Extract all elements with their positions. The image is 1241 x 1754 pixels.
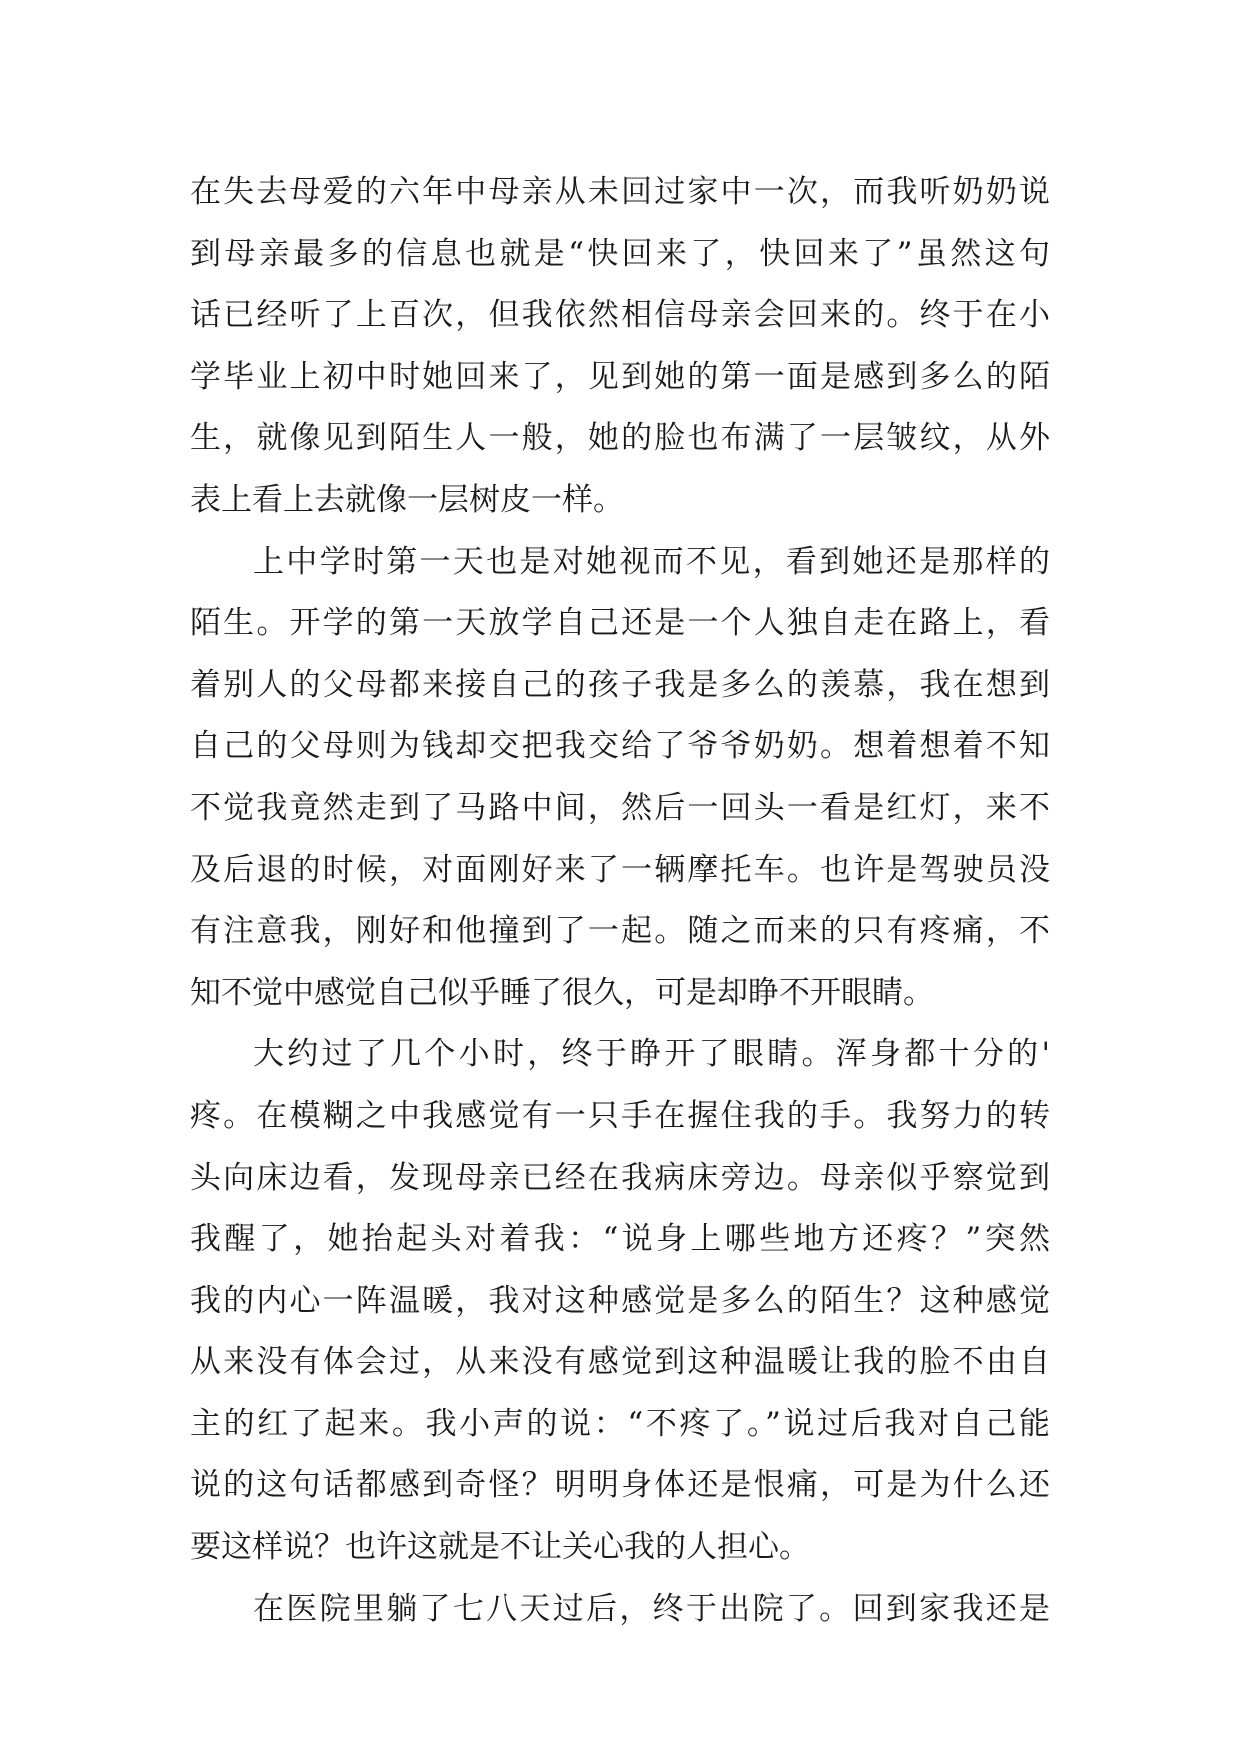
text-line: 学毕业上初中时她回来了，见到她的第一面是感到多么的陌 (190, 358, 1050, 395)
text-line: 从来没有体会过，从来没有感觉到这种温暖让我的脸不由自 (190, 1344, 1050, 1381)
text-line: 不觉我竟然走到了马路中间，然后一回头一看是红灯，来不 (190, 789, 1050, 826)
paragraph-first-line: 大约过了几个小时，终于睁开了眼睛。浑身都十分的' (253, 1036, 1050, 1073)
text-line: 疼。在模糊之中我感觉有一只手在握住我的手。我努力的转 (190, 1097, 1050, 1134)
text-line: 我的内心一阵温暖，我对这种感觉是多么的陌生？这种感觉 (190, 1282, 1050, 1319)
text-line: 陌生。开学的第一天放学自己还是一个人独自走在路上，看 (190, 605, 1050, 642)
text-line: 及后退的时候，对面刚好来了一辆摩托车。也许是驾驶员没 (190, 851, 1050, 888)
text-line: 在失去母爱的六年中母亲从未回过家中一次，而我听奶奶说 (190, 174, 1050, 210)
body-text (190, 162, 1050, 1640)
paragraph-first-line: 在医院里躺了七八天过后，终于出院了。回到家我还是 (253, 1590, 1050, 1627)
text-line: 说的这句话都感到奇怪？明明身体还是恨痛，可是为什么还 (190, 1467, 1050, 1504)
text-line: 表上看上去就像一层树皮一样。 (190, 481, 624, 518)
text-line: 有注意我，刚好和他撞到了一起。随之而来的只有疼痛，不 (190, 913, 1050, 950)
text-line: 我醒了，她抬起头对着我：“说身上哪些地方还疼？”突然 (190, 1221, 1050, 1258)
text-line: 头向床边看，发现母亲已经在我病床旁边。母亲似乎察觉到 (190, 1159, 1050, 1196)
paragraph-first-line: 上中学时第一天也是对她视而不见，看到她还是那样的 (253, 543, 1050, 580)
text-line: 到母亲最多的信息也就是“快回来了，快回来了”虽然这句 (190, 235, 1050, 272)
text-line: 生，就像见到陌生人一般，她的脸也布满了一层皱纹，从外 (190, 420, 1050, 457)
text-line: 知不觉中感觉自己似乎睡了很久，可是却睁不开眼睛。 (190, 974, 934, 1011)
text-line: 话已经听了上百次，但我依然相信母亲会回来的。终于在小 (190, 297, 1050, 334)
text-line: 主的红了起来。我小声的说：“不疼了。”说过后我对自己能 (190, 1405, 1050, 1442)
text-line: 着别人的父母都来接自己的孩子我是多么的羡慕，我在想到 (190, 666, 1050, 703)
text-line: 自己的父母则为钱却交把我交给了爷爷奶奶。想着想着不知 (190, 728, 1050, 765)
text-line: 要这样说？也许这就是不让关心我的人担心。 (190, 1529, 810, 1566)
